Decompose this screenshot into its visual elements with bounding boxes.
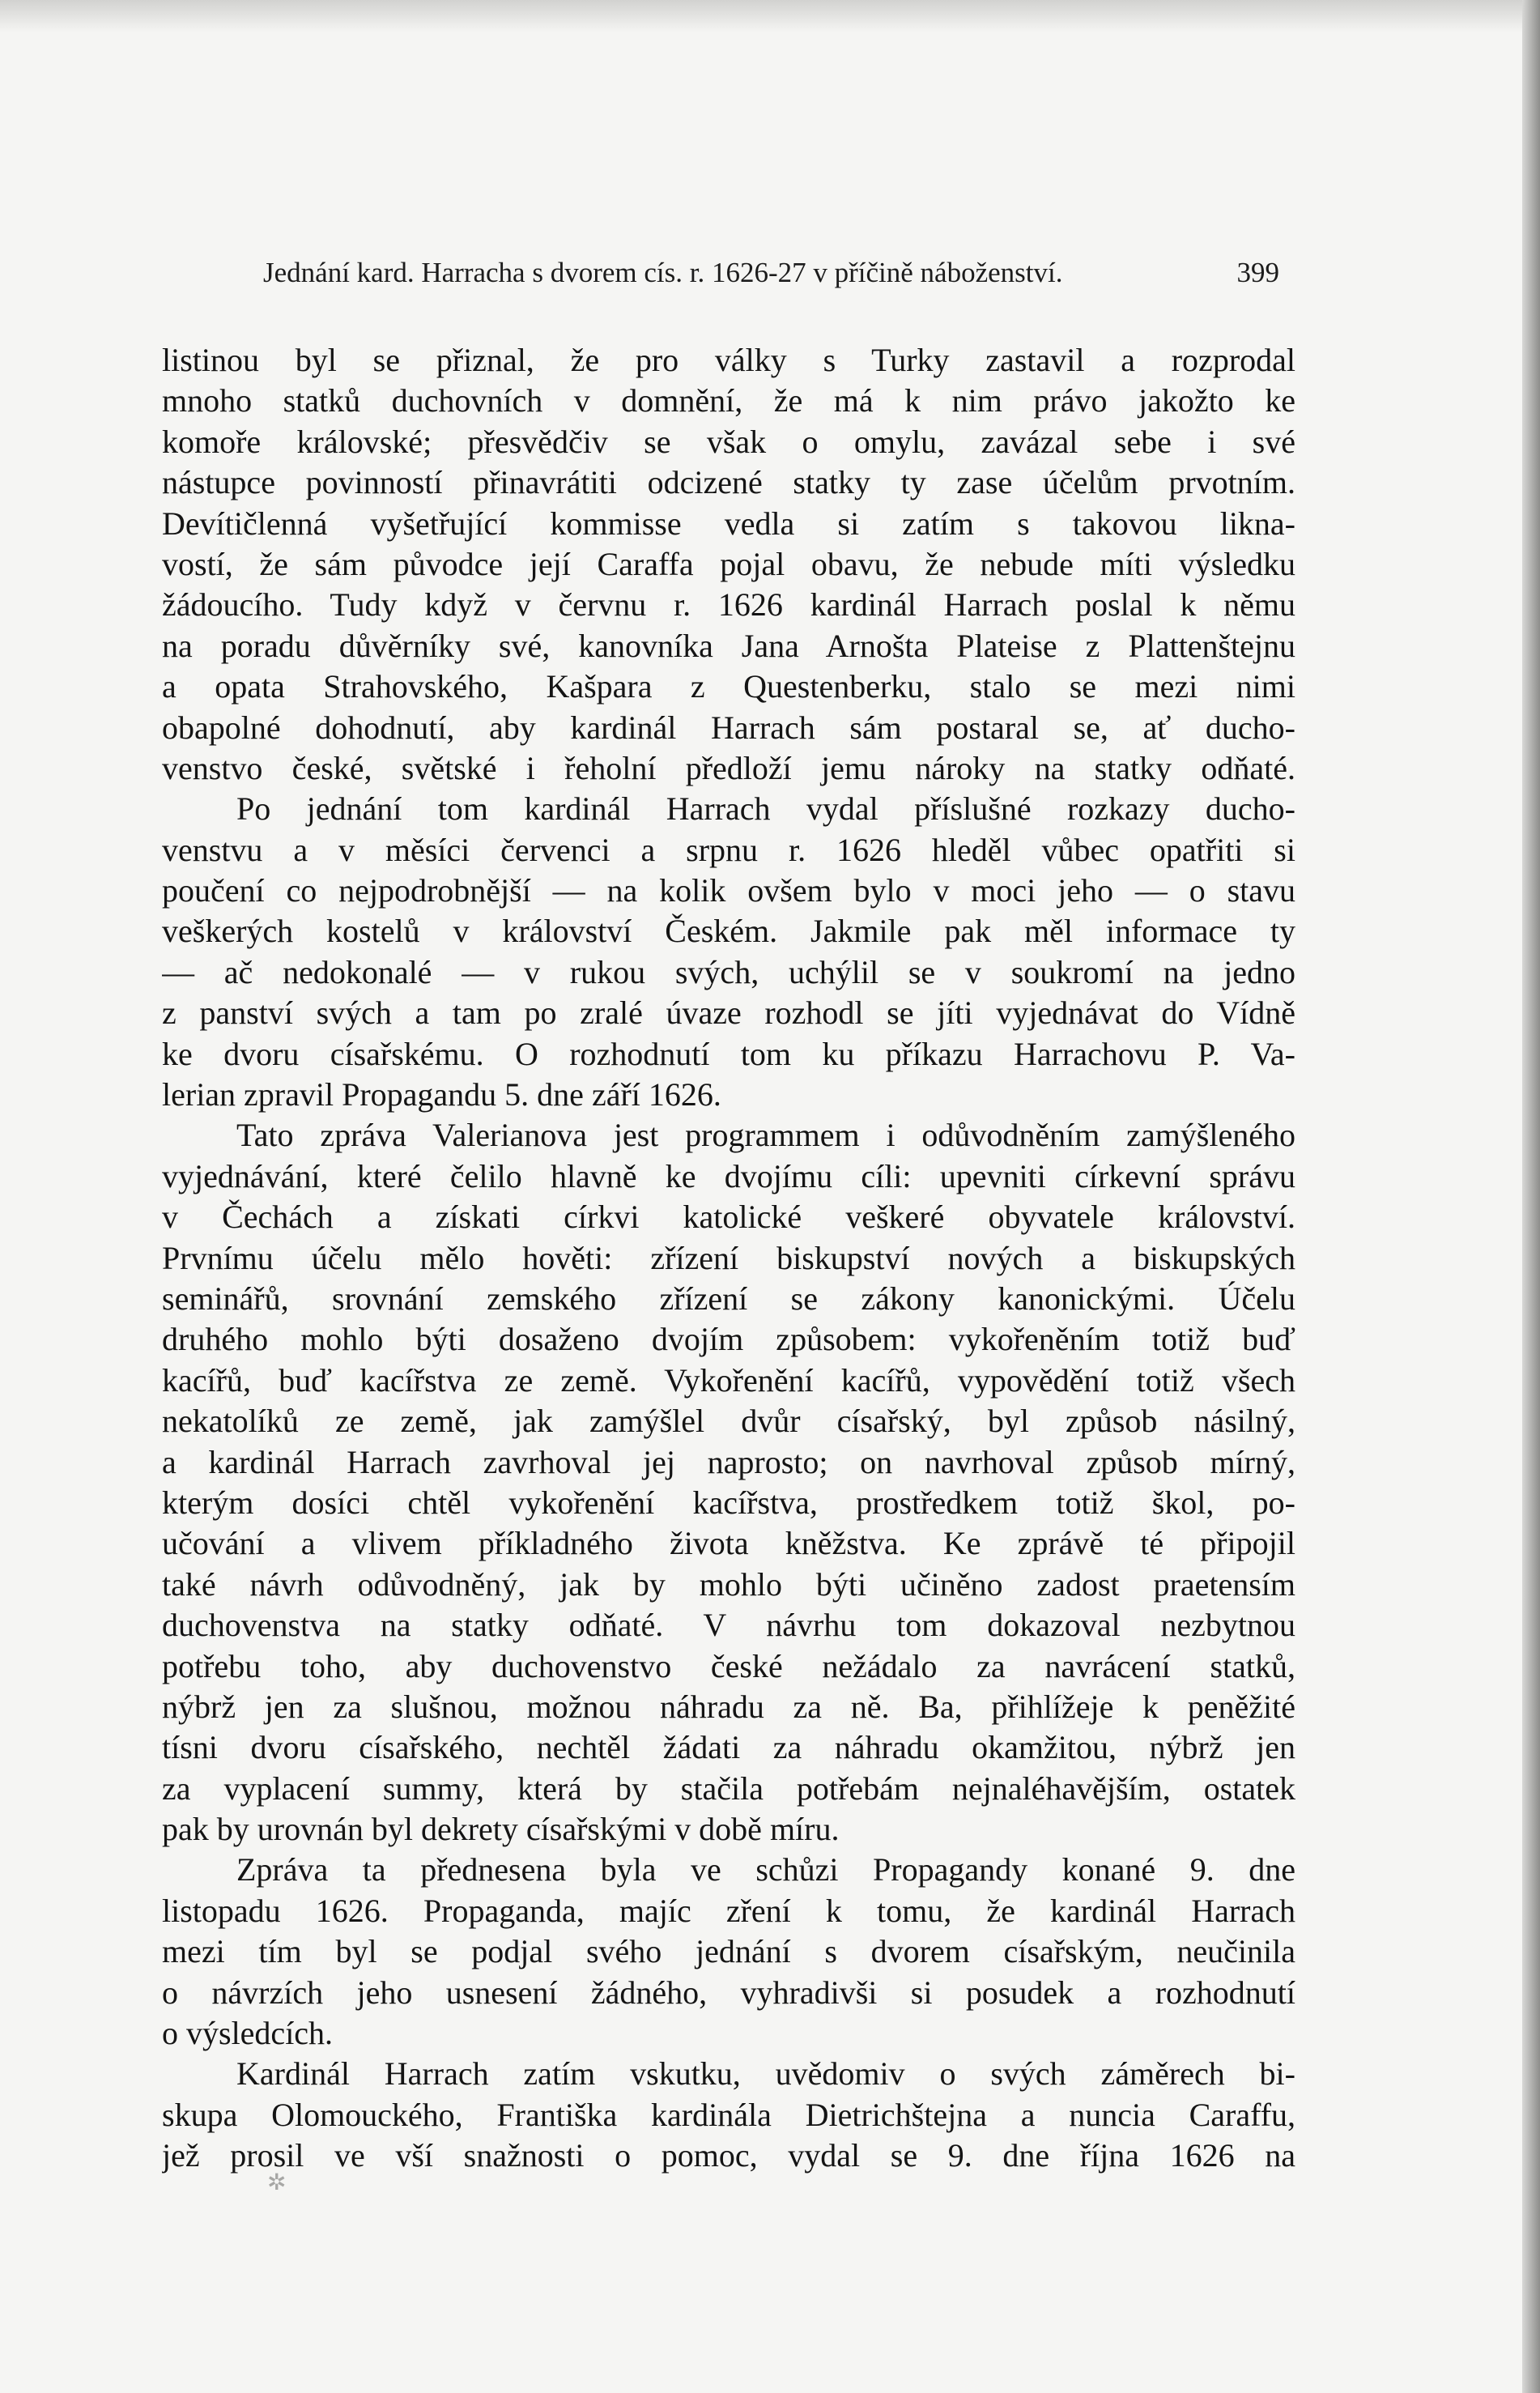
text-line: Zpráva ta přednesena byla ve schůzi Propagandy konané 9. dne	[236, 1851, 1295, 1888]
text-line: v Čechách a získati církvi katolické veškeré obyvatele království.	[162, 1199, 1295, 1236]
text-line: nástupce povinností přinavrátiti odcizené statky ty zase účelům prvotním.	[162, 464, 1295, 501]
text-line: listopadu 1626. Propaganda, majíc zření k tomu, že kardinál Harrach	[162, 1892, 1295, 1929]
text-line: druhého mohlo býti dosaženo dvojím způsobem: vykořeněním totiž buď	[162, 1321, 1295, 1358]
text-line: také návrh odůvodněný, jak by mohlo býti učiněno zadost praetensím	[162, 1565, 1295, 1603]
running-title: Jednání kard. Harracha s dvorem cís. r. 1626-27 v příčině náboženství.	[263, 257, 1063, 288]
text-line: vostí, že sám původce její Caraffa pojal obavu, že nebude míti výsledku	[162, 545, 1295, 582]
text-line: a opata Strahovského, Kašpara z Questenberku, stalo se mezi nimi	[162, 668, 1295, 705]
text-line: seminářů, srovnání zemského zřízení se zákony kanonickými. Účelu	[162, 1280, 1295, 1317]
scan-shadow-top	[0, 0, 1540, 32]
text-line: pak by urovnán byl dekrety císařskými v době míru.	[162, 1811, 840, 1848]
text-line: Po jednání tom kardinál Harrach vydal příslušné rozkazy ducho-	[236, 790, 1295, 828]
text-line: jež prosil ve vší snažnosti o pomoc, vydal se 9. dne října 1626 na	[162, 2137, 1295, 2174]
text-line: Tato zpráva Valerianova jest programmem i odůvodněním zamýšleného	[236, 1117, 1295, 1154]
text-line: vyjednávání, které čelilo hlavně ke dvojímu cíli: upevniti církevní správu	[162, 1157, 1295, 1194]
text-line: mnoho statků duchovních v domnění, že má k nim právo jakožto ke	[162, 382, 1295, 419]
text-line: učování a vlivem příkladného života kněžstva. Ke zprávě té připojil	[162, 1525, 1295, 1562]
text-line: mezi tím byl se podjal svého jednání s dvorem císařským, neučinila	[162, 1933, 1295, 1970]
text-line: o výsledcích.	[162, 2015, 334, 2052]
text-line: nýbrž jen za slušnou, možnou náhradu za ně. Ba, přihlížeje k peněžité	[162, 1688, 1295, 1725]
text-line: kterým dosíci chtěl vykořenění kacířstva, prostředkem totiž škol, po-	[162, 1484, 1295, 1521]
text-line: Prvnímu účelu mělo hověti: zřízení biskupství nových a biskupských	[162, 1239, 1295, 1276]
ink-blot: ✲	[267, 2170, 287, 2195]
text-line: na poradu důvěrníky své, kanovníka Jana Arnošta Plateise z Plattenštejnu	[162, 627, 1295, 664]
text-line: tísni dvoru císařského, nechtěl žádati za náhradu okamžitou, nýbrž jen	[162, 1729, 1295, 1766]
text-line: venstvu a v měsíci červenci a srpnu r. 1626 hleděl vůbec opatřiti si	[162, 831, 1295, 868]
text-line: — ač nedokonalé — v rukou svých, uchýlil se v soukromí na jedno	[162, 953, 1295, 990]
page-number: 399	[1236, 257, 1279, 288]
running-head	[263, 253, 1279, 293]
body-text	[162, 340, 1295, 2177]
text-line: venstvo české, světské i řeholní předloží jemu nároky na statky odňaté.	[162, 749, 1295, 786]
text-line: žádoucího. Tudy když v červnu r. 1626 kardinál Harrach poslal k němu	[162, 586, 1295, 624]
text-line: potřebu toho, aby duchovenstvo české nežádalo za navrácení statků,	[162, 1647, 1295, 1684]
text-line: o návrzích jeho usnesení žádného, vyhradivši si posudek a rozhodnutí	[162, 1974, 1295, 2011]
text-line: Devítičlenná vyšetřující kommisse vedla si zatím s takovou likna-	[162, 505, 1295, 542]
text-line: ke dvoru císařskému. O rozhodnutí tom ku příkazu Harrachovu P. Va-	[162, 1035, 1295, 1072]
text-line: z panství svých a tam po zralé úvaze rozhodl se jíti vyjednávat do Vídně	[162, 994, 1295, 1032]
text-line: obapolné dohodnutí, aby kardinál Harrach sám postaral se, ať ducho-	[162, 709, 1295, 746]
text-line: a kardinál Harrach zavrhoval jej naprosto; on navrhoval způsob mírný,	[162, 1443, 1295, 1480]
text-line: duchovenstva na statky odňaté. V návrhu tom dokazoval nezbytnou	[162, 1607, 1295, 1644]
scan-shadow-right	[1522, 0, 1540, 2393]
text-line: Kardinál Harrach zatím vskutku, uvědomiv o svých záměrech bi-	[236, 2055, 1295, 2093]
text-line: listinou byl se přiznal, že pro války s Turky zastavil a rozprodal	[162, 342, 1295, 378]
text-line: lerian zpravil Propagandu 5. dne září 1626.	[162, 1076, 721, 1113]
text-line: veškerých kostelů v království Českém. Jakmile pak měl informace ty	[162, 913, 1295, 950]
text-line: poučení co nejpodrobnější — na kolik ovšem bylo v moci jeho — o stavu	[162, 872, 1295, 909]
text-line: skupa Olomouckého, Františka kardinála Dietrichštejna a nuncia Caraffu,	[162, 2096, 1295, 2133]
text-line: za vyplacení summy, která by stačila potřebám nejnaléhavějším, ostatek	[162, 1769, 1295, 1807]
text-line: komoře královské; přesvědčiv se však o omylu, zavázal sebe i své	[162, 423, 1295, 460]
text-line: nekatolíků ze země, jak zamýšlel dvůr císařský, byl způsob násilný,	[162, 1403, 1295, 1440]
text-line: kacířů, buď kacířstva ze země. Vykořenění kacířů, vypovědění totiž všech	[162, 1361, 1295, 1399]
